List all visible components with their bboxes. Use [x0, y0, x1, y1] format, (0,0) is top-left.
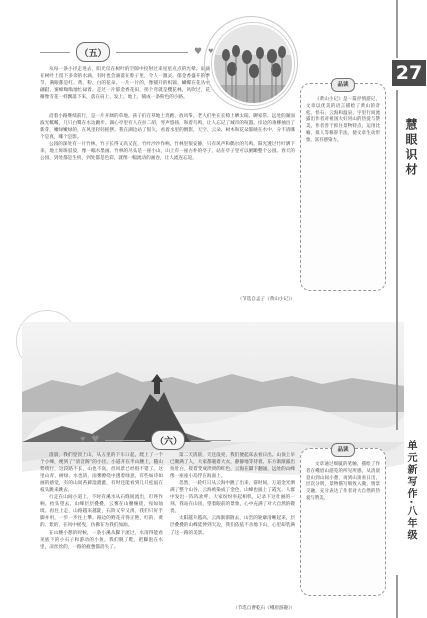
- section6-source: （节选自曹乾石《峨眉游趣》）: [232, 606, 295, 611]
- paragraph: 从每一条小径走进去，阳光仅在树叶的空隙中投射过来星星点点的光晕。雨滴在树叶上留下多余的水滴，有时也会滴落在脖子里，令人一激灵。郁金香盛开的季节，满眼都是红、黄、粉、白的花朵，一片一片的，像铺开的织锦。蝴蝶在花丛中翩跹，蜜蜂嗡嗡地忙碌着。走过一片郁金香花田，拐个弯就是樱花林，风吹过，花瓣像雪花一样飘落下来，落在肩上、发上、地上，铺成一条粉色的小路。: [40, 67, 210, 101]
- paragraph: 在山腰小憩的时候，一条小溪从脚下流过，水清得能看见底下的小石子和游动的小鱼。我们脱了鞋，把脚泡在水里，凉丝丝的，一路的疲惫都消失了。: [40, 530, 163, 550]
- section5-source: （节选自孟子《黄山小记》）: [237, 297, 295, 302]
- paragraph: 公园的深处有一片竹林，竹子长得又高又直，竹叶沙沙作响。竹林里很安静，只有风声和偶尔的鸟鸣。阳光透过竹叶洒下来，地上斑斑驳驳，像一幅水墨画。竹林的尽头是一座小山，山上有一座古朴的亭子，站在亭子里可以俯瞰整个公园。春天的公园，到处都是生机，到处都是色彩，就像一幅流动的画卷，让人流连忘返。: [40, 142, 295, 162]
- section6-heading: [80, 430, 231, 450]
- section6-text-left: [40, 452, 163, 618]
- comment-badge: 品读: [331, 78, 355, 92]
- paragraph: 清晨，我们登顶上山，从五里的下车口起，爬上了一个个小峰，便到了“清音阁”的小径。小道开在半山腰上，随山势绕行，这段路不长，山也不高，但风景已经很不错了。这里山青、树绿、水也清，雨雾缭绕中透着绿意，有些如诗如画的感觉，有的山间苔藓湿漉漉，有时还能看到几只松鼠在枝头跳来跳去。: [40, 453, 163, 494]
- heart-icon: ♥: [91, 434, 100, 445]
- heart-icon: ♥: [80, 436, 86, 443]
- section5-text-main: [40, 113, 295, 265]
- comment-text: 文章通过细腻的笔触，描绘了作者在峨眉山游览的所见所感。从清晨登山到山间小憩，再到山顶看日出，层次分明，景物描写细致入微，情景交融，充分表达了作者对大自然的热爱与赞美。: [306, 462, 380, 501]
- comment-badge: 品读: [331, 443, 355, 457]
- comment-text: 《黄山小记》是一篇抒情游记，文章以优美的语言描绘了黄山的奇松、怪石、云海和温泉，字里行间流露出作者对祖国大好河山的热爱与赞美。作者善于抓住景物特点，运用比喻、拟人等修辞手法，使文章生动形象，富有感染力。: [306, 97, 380, 143]
- paragraph: 沿着小路继续前行，是一片开阔的草地。孩子们在草地上奔跑、放风筝，老人们坐在长椅上晒太阳、聊家常。远处的湖面波光粼粼，几只白鹭在水边踱步。湖心亭里有人在拉二胡，琴声悠扬，和着鸟鸣，让人忘记了城市的喧嚣。岸边的垂柳抽出了新芽，嫩绿嫩绿的，在风里轻轻摇摆。我在湖边站了很久，看着水里的倒影，天空、云朵、树木和花朵都映在水中，分不清哪个是真，哪个是影。: [40, 114, 295, 141]
- paragraph: 太阳越升越高，云海渐渐散去，山峦的轮廓清晰起来，层层叠叠的山峰延伸到天边，我们依依不舍地下山，心里却装满了这一路的美景。: [170, 516, 295, 536]
- section5-label: （五）: [76, 42, 110, 62]
- heading-rule-right: [116, 52, 188, 53]
- sidebar-book-title: 单元新写作·八年级: [405, 440, 416, 542]
- sidebar-rule-top: [396, 0, 398, 58]
- decorative-ring: [204, 16, 298, 110]
- paragraph: 第二天清晨，天还没亮，我们便起床去看日出。山顶上早已聚满了人，大家都裹着大衣，静静地等待着。东方渐渐露出鱼肚白，接着变成淡淡的红色，云海在脚下翻涌，远处的山峰像一座座小岛浮在海面上。: [170, 453, 295, 480]
- heart-icon: ♥: [208, 48, 214, 55]
- comment-box-2: [300, 448, 386, 596]
- sidebar-section-title: 慧眼识材: [404, 118, 418, 178]
- heading-rule-left: [40, 52, 70, 53]
- heart-icon: ♥: [194, 46, 203, 57]
- section6-label: （六）: [151, 430, 185, 450]
- heading-rule-left: [105, 440, 145, 441]
- paragraph: 忽然，一轮红日从云海中跳了出来，霎时间，万道金光洒满了整个山谷，云海被染成了金色，山峰也披上了霞光。人群中发出一阵阵欢呼，大家纷纷举起相机，记录下这壮丽的一刻。我站在山顶，望着眼前的景象，心中充满了对大自然的敬畏。: [170, 481, 295, 515]
- sidebar-rule-bottom: [396, 575, 398, 618]
- section5-text-top: [40, 66, 210, 112]
- heading-rule-right: [191, 440, 231, 441]
- right-sidebar: [391, 0, 427, 618]
- section5-heading: [40, 42, 213, 62]
- page-number: 27: [392, 60, 426, 86]
- paragraph: 行走在山间小道上，不时有溪水从石缝间流出，叮咚作响。抬头望去，山峰层层叠叠，云雾在山腰缠绕，宛如仙境。再往上走，山路越来越陡，石阶又窄又滑，我们只好手脚并用，一步一步往上攀。路边的野花开得正艳，红的、黄的、紫的，在风中摇曳，仿佛在为我们加油。: [40, 495, 163, 529]
- section6-text-right: [170, 452, 295, 604]
- sidebar-rule-middle: [396, 90, 398, 430]
- comment-box-1: [300, 83, 386, 291]
